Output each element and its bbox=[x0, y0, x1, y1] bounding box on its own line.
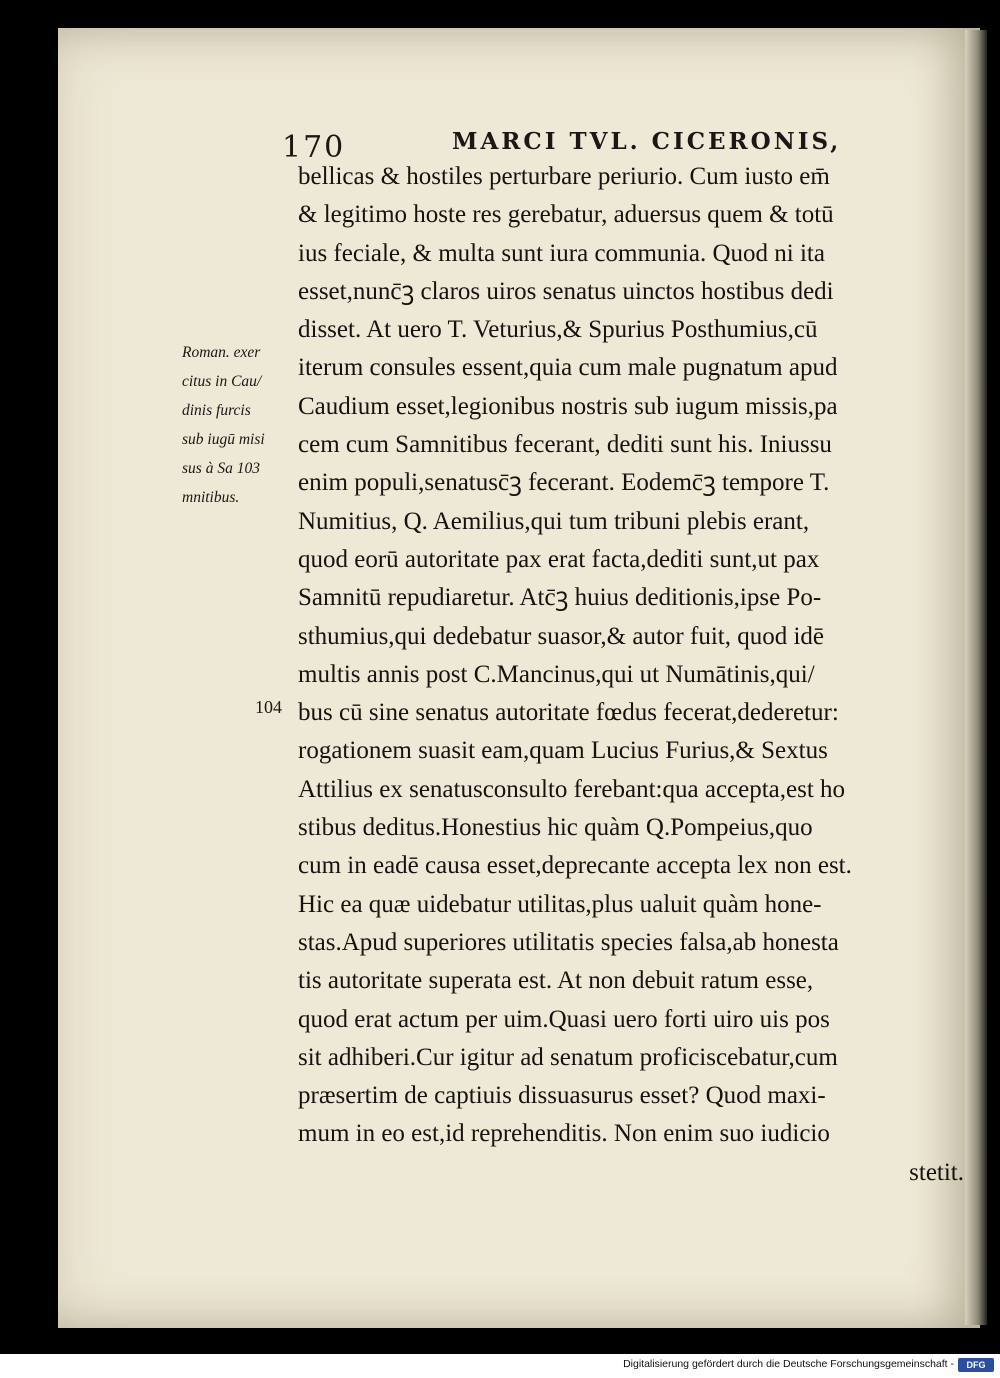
running-title: MARCI TVL. CICERONIS, bbox=[452, 128, 842, 155]
marginal-note-line: sus à Sa 103 bbox=[182, 460, 260, 477]
text-line: ius feciale, & multa sunt iura communia. Quod ni ita bbox=[298, 239, 825, 267]
text-line: bus cū sine senatus autoritate fœdus fecerat,dederetur: bbox=[298, 699, 839, 727]
text-line: iterum consules essent,quia cum male pugnatum apud bbox=[298, 354, 838, 382]
text-line: sthumius,qui dedebatur suasor,& autor fuit, quod idē bbox=[298, 622, 825, 650]
text-line: quod erat actum per uim.Quasi uero forti uiro uis pos bbox=[298, 1005, 830, 1033]
text-line: Samnitū repudiaretur. Atc̄ꝫ huius deditionis,ipse Po- bbox=[298, 584, 822, 612]
marginal-note-line: citus in Cau/ bbox=[182, 373, 262, 390]
text-line: & legitimo hoste res gerebatur, aduersus quem & totū bbox=[298, 201, 834, 229]
text-line: Numitius, Q. Aemilius,qui tum tribuni plebis erant, bbox=[298, 507, 810, 535]
text-line: disset. At uero T. Veturius,& Spurius Posthumius,cū bbox=[298, 316, 818, 344]
text-line: tis autoritate superata est. At non debuit ratum esse, bbox=[298, 967, 814, 995]
marginal-note-line: Roman. exer bbox=[182, 344, 261, 361]
text-line: stas.Apud superiores utilitatis species falsa,ab honesta bbox=[298, 928, 839, 956]
funding-notice: Digitalisierung gefördert durch die Deutsche Forschungsgemeinschaft - bbox=[623, 1358, 954, 1370]
text-line: Attilius ex senatusconsulto ferebant:qua accepta,est ho bbox=[298, 775, 846, 803]
text-line: rogationem suasit eam,quam Lucius Furius,& Sextus bbox=[298, 737, 828, 765]
text-line: præsertim de captiuis dissuasurus esset? Quod maxi- bbox=[298, 1082, 826, 1110]
text-line: enim populi,senatusc̄ꝫ fecerant. Eodemc̄ꝫ tempore T. bbox=[298, 469, 830, 497]
page-number: 170 bbox=[282, 130, 346, 165]
footer-bar bbox=[0, 1354, 1000, 1378]
text-line: cem cum Samnitibus fecerant, dediti sunt his. Iniussu bbox=[298, 431, 832, 459]
text-line: multis annis post C.Mancinus,qui ut Numātinis,qui/ bbox=[298, 660, 815, 688]
body-text bbox=[298, 158, 968, 1192]
text-line: sit adhiberi.Cur igitur ad senatum proficiscebatur,cum bbox=[298, 1043, 838, 1071]
marginal-note-line: dinis furcis bbox=[182, 402, 251, 419]
text-line: stibus deditus.Honestius hic quàm Q.Pompeius,quo bbox=[298, 814, 813, 842]
text-line: cum in eadē causa esset,deprecante accepta lex non est. bbox=[298, 852, 852, 880]
page-edge bbox=[965, 30, 987, 1325]
text-line: quod eorū autoritate pax erat facta,dediti sunt,ut pax bbox=[298, 545, 820, 573]
catchword: stetit. bbox=[909, 1158, 964, 1186]
marginal-note-line: mnitibus. bbox=[182, 489, 240, 506]
marginal-note-line: sub iugū misi bbox=[182, 431, 265, 448]
text-line: esset,nunc̄ꝫ claros uiros senatus uinctos hostibus dedi bbox=[298, 277, 834, 305]
text-line: mum in eo est,id reprehenditis. Non enim suo iudicio bbox=[298, 1120, 830, 1148]
text-line: Caudium esset,legionibus nostris sub iugum missis,pa bbox=[298, 392, 838, 420]
text-line: bellicas & hostiles perturbare periurio. Cum iusto em̄ bbox=[298, 163, 830, 190]
marginal-note bbox=[182, 338, 292, 512]
dfg-logo-icon: DFG bbox=[958, 1358, 994, 1372]
text-line: Hic ea quæ uidebatur utilitas,plus ualuit quàm hone- bbox=[298, 890, 822, 918]
margin-number: 104 bbox=[255, 697, 282, 717]
